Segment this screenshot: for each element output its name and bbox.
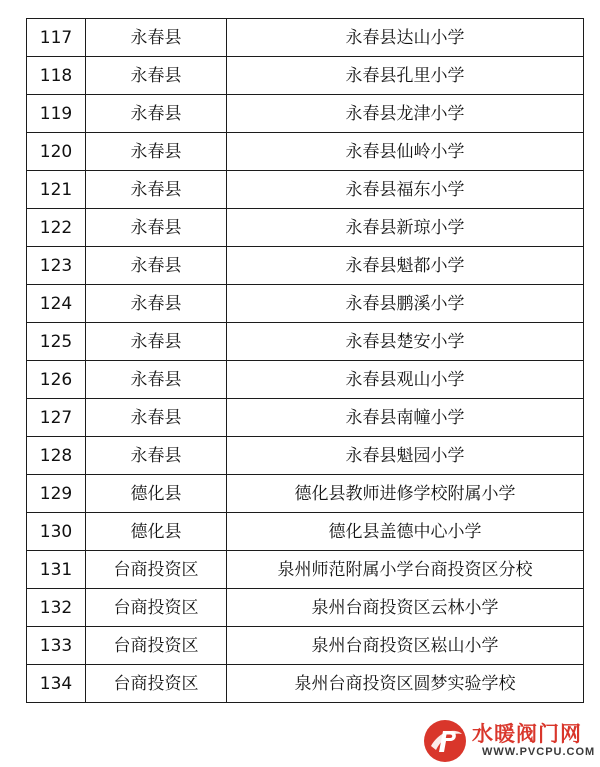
watermark-url: WWW.PVCPU.COM	[482, 746, 596, 758]
table-row	[27, 95, 584, 133]
table-row	[27, 361, 584, 399]
county-cell: 台商投资区	[86, 551, 227, 589]
school-name-cell: 德化县教师进修学校附属小学	[227, 475, 584, 513]
school-name-cell: 永春县新琼小学	[227, 209, 584, 247]
school-name-cell: 永春县魁园小学	[227, 437, 584, 475]
row-number-cell: 126	[27, 361, 86, 399]
table-row	[27, 627, 584, 665]
school-name-cell: 永春县南幢小学	[227, 399, 584, 437]
school-name-cell: 永春县仙岭小学	[227, 133, 584, 171]
county-cell: 永春县	[86, 57, 227, 95]
county-cell: 永春县	[86, 285, 227, 323]
table-row	[27, 589, 584, 627]
table-row	[27, 551, 584, 589]
table-row	[27, 57, 584, 95]
table-row	[27, 247, 584, 285]
table-row	[27, 437, 584, 475]
row-number-cell: 121	[27, 171, 86, 209]
county-cell: 永春县	[86, 323, 227, 361]
county-cell: 永春县	[86, 209, 227, 247]
school-name-cell: 永春县鹏溪小学	[227, 285, 584, 323]
county-cell: 永春县	[86, 437, 227, 475]
row-number-cell: 123	[27, 247, 86, 285]
school-name-cell: 永春县楚安小学	[227, 323, 584, 361]
school-name-cell: 永春县龙津小学	[227, 95, 584, 133]
table-row	[27, 323, 584, 361]
school-name-cell: 永春县观山小学	[227, 361, 584, 399]
row-number-cell: 128	[27, 437, 86, 475]
county-cell: 永春县	[86, 399, 227, 437]
county-cell: 永春县	[86, 247, 227, 285]
school-name-cell: 泉州台商投资区云林小学	[227, 589, 584, 627]
row-number-cell: 118	[27, 57, 86, 95]
row-number-cell: 124	[27, 285, 86, 323]
county-cell: 永春县	[86, 95, 227, 133]
county-cell: 永春县	[86, 133, 227, 171]
county-cell: 永春县	[86, 171, 227, 209]
table-row	[27, 399, 584, 437]
school-name-cell: 永春县达山小学	[227, 19, 584, 57]
table-row	[27, 133, 584, 171]
row-number-cell: 119	[27, 95, 86, 133]
table-row	[27, 285, 584, 323]
row-number-cell: 120	[27, 133, 86, 171]
school-name-cell: 永春县孔里小学	[227, 57, 584, 95]
row-number-cell: 132	[27, 589, 86, 627]
school-name-cell: 泉州台商投资区圆梦实验学校	[227, 665, 584, 703]
row-number-cell: 130	[27, 513, 86, 551]
watermark-title: 水暖阀门网	[472, 722, 582, 746]
county-cell: 永春县	[86, 19, 227, 57]
table-row	[27, 475, 584, 513]
row-number-cell: 134	[27, 665, 86, 703]
school-name-cell: 泉州台商投资区崧山小学	[227, 627, 584, 665]
row-number-cell: 131	[27, 551, 86, 589]
school-name-cell: 永春县福东小学	[227, 171, 584, 209]
row-number-cell: 133	[27, 627, 86, 665]
p-swoosh-logo-icon	[422, 718, 468, 764]
row-number-cell: 125	[27, 323, 86, 361]
school-name-cell: 永春县魁都小学	[227, 247, 584, 285]
county-cell: 台商投资区	[86, 589, 227, 627]
row-number-cell: 117	[27, 19, 86, 57]
table-row	[27, 665, 584, 703]
table-row	[27, 513, 584, 551]
county-cell: 永春县	[86, 361, 227, 399]
county-cell: 台商投资区	[86, 665, 227, 703]
table-body	[27, 19, 584, 703]
county-cell: 台商投资区	[86, 627, 227, 665]
school-name-cell: 德化县盖德中心小学	[227, 513, 584, 551]
row-number-cell: 129	[27, 475, 86, 513]
table-row	[27, 19, 584, 57]
row-number-cell: 127	[27, 399, 86, 437]
watermark	[418, 716, 600, 767]
table-row	[27, 171, 584, 209]
school-name-cell: 泉州师范附属小学台商投资区分校	[227, 551, 584, 589]
table-row	[27, 209, 584, 247]
school-list-table	[26, 18, 584, 703]
county-cell: 德化县	[86, 513, 227, 551]
county-cell: 德化县	[86, 475, 227, 513]
row-number-cell: 122	[27, 209, 86, 247]
